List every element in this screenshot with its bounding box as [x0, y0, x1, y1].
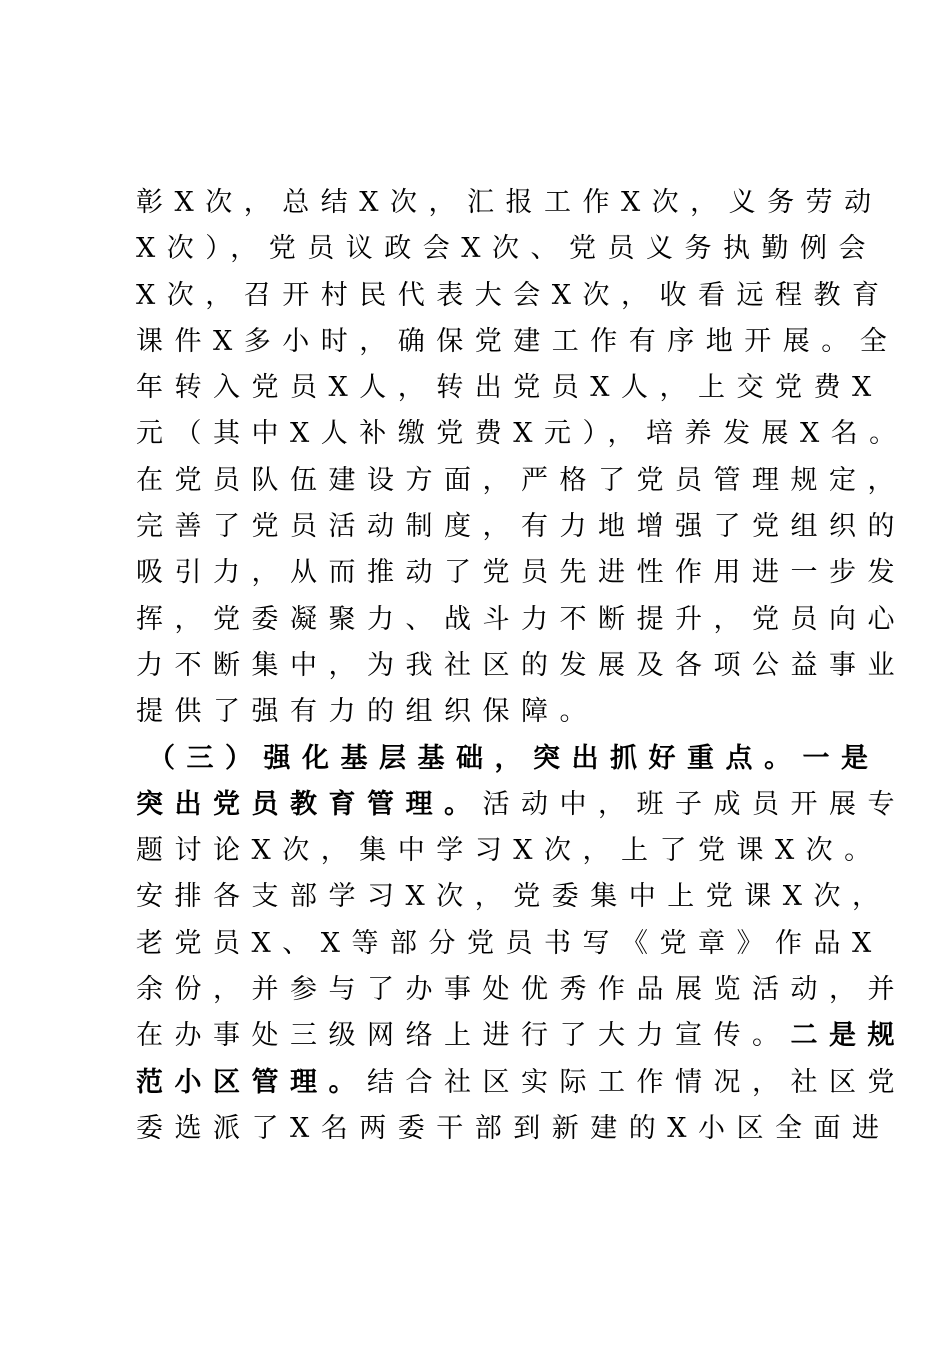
section-heading: （三）强化基层基础，突出抓好重点。一是: [148, 742, 880, 774]
text-line: 年转入党员X人，转出党员X人，上交党费X: [136, 372, 883, 404]
text-line: 挥，党委凝聚力、战斗力不断提升，党员向心: [136, 603, 906, 635]
text-line: 在党员队伍建设方面，严格了党员管理规定，: [136, 464, 906, 496]
text-line: 元（其中X人补缴党费X元），培养发展X名。: [136, 418, 908, 450]
text-line: X次），党员议政会X次、党员义务执勤例会: [136, 233, 877, 265]
text-line: 安排各支部学习X次，党委集中上党课X次，: [136, 881, 891, 913]
section-heading-line: [136, 736, 880, 782]
bold-lead: 二是规: [790, 1020, 906, 1052]
text-line: 彰X次，总结X次，汇报工作X次，义务劳动: [136, 187, 883, 218]
text-line: [136, 1060, 906, 1106]
text-line: 委选派了X名两委干部到新建的X小区全面进: [136, 1112, 891, 1144]
text-line: 力不断集中，为我社区的发展及各项公益事业: [136, 649, 906, 681]
text-run: 结合社区实际工作情况，社区党: [367, 1066, 906, 1098]
text-line: 提供了强有力的组织保障。: [136, 696, 598, 728]
text-line: [136, 782, 906, 828]
text-line: 老党员X、X等部分党员书写《党章》作品X: [136, 927, 883, 959]
bold-lead: 范小区管理。: [136, 1066, 367, 1098]
bold-lead: 突出党员教育管理。: [136, 788, 483, 820]
text-line: 吸引力，从而推动了党员先进性作用进一步发: [136, 557, 906, 589]
text-line: 完善了党员活动制度，有力地增强了党组织的: [136, 511, 906, 543]
text-line: 题讨论X次，集中学习X次，上了党课X次。: [136, 835, 883, 867]
text-line: X次，召开村民代表大会X次，收看远程教育: [136, 279, 891, 311]
text-line: [136, 1013, 906, 1059]
text-line: 余份，并参与了办事处优秀作品展览活动，并: [136, 974, 906, 1006]
text-run: 活动中，班子成员开展专: [482, 788, 906, 820]
text-run: 在办事处三级网络上进行了大力宣传。: [136, 1020, 791, 1052]
body-text: [136, 180, 908, 1152]
text-line: 课件X多小时，确保党建工作有序地开展。全: [136, 325, 899, 357]
